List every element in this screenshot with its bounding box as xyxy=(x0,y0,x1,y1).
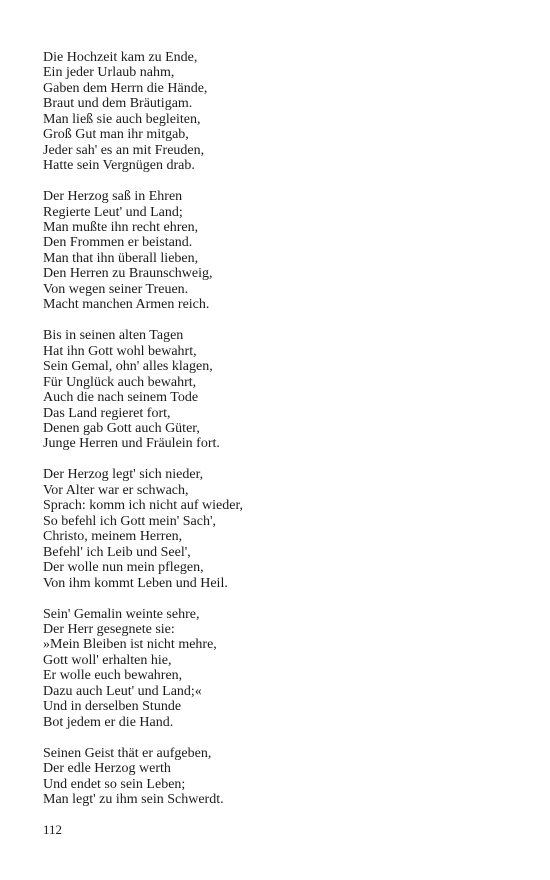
verse-line: Der Herzog legt' sich nieder, xyxy=(43,467,204,483)
stanza-5 xyxy=(43,607,513,731)
stanza-3 xyxy=(43,328,513,452)
verse-line: Der edle Herzog werth xyxy=(43,761,171,777)
verse-line: Der wolle nun mein pflegen, xyxy=(43,560,204,576)
verse-line: Bot jedem er die Hand. xyxy=(43,714,174,730)
verse-line: Groß Gut man ihr mitgab, xyxy=(43,127,189,143)
verse-line: »Mein Bleiben ist nicht mehre, xyxy=(43,637,217,653)
verse-line: Junge Herren und Fräulein fort. xyxy=(43,436,220,452)
verse-line: Vor Alter war er schwach, xyxy=(43,482,189,498)
verse-line: Hat ihn Gott wohl bewahrt, xyxy=(43,343,197,359)
verse-line: Befehl' ich Leib und Seel', xyxy=(43,544,191,560)
verse-line: Man mußte ihn recht ehren, xyxy=(43,220,199,236)
verse-line: Den Herren zu Braunschweig, xyxy=(43,266,213,282)
verse-line: Ein jeder Urlaub nahm, xyxy=(43,65,175,81)
verse-line: Jeder sah' es an mit Freuden, xyxy=(43,142,205,158)
verse-line: Von ihm kommt Leben und Heil. xyxy=(43,575,228,591)
verse-line: Und endet so sein Leben; xyxy=(43,776,186,792)
verse-line: Das Land regieret fort, xyxy=(43,405,171,421)
verse-line: Dazu auch Leut' und Land;« xyxy=(43,683,202,699)
verse-line: Gaben dem Herrn die Hände, xyxy=(43,80,208,96)
verse-line: Denen gab Gott auch Güter, xyxy=(43,420,200,436)
verse-line: Braut und dem Bräutigam. xyxy=(43,96,193,112)
page-number: 112 xyxy=(43,822,63,837)
verse-line: Man legt' zu ihm sein Schwerdt. xyxy=(43,791,224,807)
verse-line: Man ließ sie auch begleiten, xyxy=(43,111,201,127)
verse-line: Für Unglück auch bewahrt, xyxy=(43,374,197,390)
verse-line: Regierte Leut' und Land; xyxy=(43,204,183,220)
verse-line: Macht manchen Armen reich. xyxy=(43,297,210,313)
verse-line: Auch die nach seinem Tode xyxy=(43,390,199,406)
verse-line: Hatte sein Vergnügen drab. xyxy=(43,158,195,174)
verse-line: Der Herzog saß in Ehren xyxy=(43,189,183,205)
verse-line: Sprach: komm ich nicht auf wieder, xyxy=(43,498,244,514)
verse-line: Gott woll' erhalten hie, xyxy=(43,652,172,668)
verse-line: Man that ihn überall lieben, xyxy=(43,250,199,266)
verse-line: Christo, meinem Herren, xyxy=(43,529,183,545)
verse-line: Die Hochzeit kam zu Ende, xyxy=(43,50,198,65)
stanza-2 xyxy=(43,189,513,313)
verse-line: Von wegen seiner Treuen. xyxy=(43,281,189,297)
poem xyxy=(43,50,513,823)
stanza-1 xyxy=(43,50,513,174)
verse-line: Er wolle euch bewahren, xyxy=(43,668,183,684)
verse-line: Seinen Geist thät er aufgeben, xyxy=(43,745,212,761)
verse-line: Der Herr gesegnete sie: xyxy=(43,621,175,637)
verse-line: Und in derselben Stunde xyxy=(43,699,182,715)
verse-line: Bis in seinen alten Tagen xyxy=(43,328,184,344)
stanza-6 xyxy=(43,746,513,808)
stanza-4 xyxy=(43,467,513,591)
verse-line: Sein Gemal, ohn' alles klagen, xyxy=(43,359,213,375)
verse-line: Den Frommen er beistand. xyxy=(43,235,193,251)
verse-line: Sein' Gemalin weinte sehre, xyxy=(43,606,200,622)
verse-line: So befehl ich Gott mein' Sach', xyxy=(43,513,217,529)
